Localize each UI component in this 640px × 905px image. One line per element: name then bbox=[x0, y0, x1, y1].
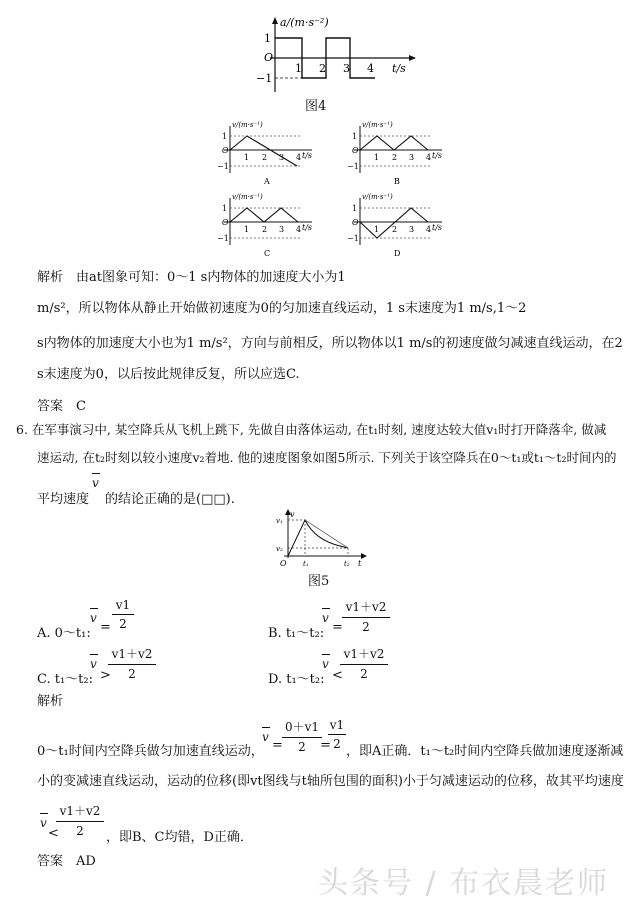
svg-text:t₂: t₂ bbox=[344, 560, 350, 568]
fig4-caption: 图4 bbox=[305, 99, 327, 114]
fig4-ytick-1: 1 bbox=[264, 32, 271, 45]
svg-text:t: t bbox=[358, 559, 362, 568]
graph-d-label: D bbox=[394, 249, 401, 258]
choice-a-label: A. 0～t₁: bbox=[37, 626, 91, 641]
svg-text:1: 1 bbox=[374, 153, 380, 162]
svg-text:−1: −1 bbox=[347, 234, 359, 243]
option-graph-b bbox=[347, 121, 442, 186]
q6-vbar: v bbox=[92, 476, 99, 490]
option-graph-a bbox=[217, 121, 312, 186]
analysis1-line2: m/s²，所以物体从静止开始做初速度为0的匀加速直线运动，1 s末速度为1 m/s,1～2 bbox=[37, 301, 527, 316]
choice-b-label: B. t₁～t₂: bbox=[268, 626, 325, 641]
analysis2-line1-post: ，即A正确．t₁～t₂时间内空降兵做加速度逐渐减 bbox=[346, 744, 624, 759]
fig4-graph bbox=[250, 14, 420, 94]
svg-text:v/(m·s⁻¹): v/(m·s⁻¹) bbox=[362, 121, 393, 129]
choice-c-fraction: v1＋v2 2 bbox=[108, 645, 156, 681]
svg-text:1: 1 bbox=[244, 153, 250, 162]
graph-c-label: C bbox=[264, 249, 271, 258]
q6-line2: 速运动, 在t₂时刻以较小速度v₂着地. 他的速度图象如图5所示. 下列关于该空降兵在0～t₁或t₁～t₂时间内的 bbox=[37, 450, 617, 465]
analysis2-fraction3: v1＋v2 2 bbox=[56, 802, 104, 838]
choice-a-fraction: v1 2 bbox=[112, 598, 134, 631]
fig4-ytick-m1: −1 bbox=[256, 72, 273, 85]
analysis2-fraction1: 0＋v1 2 bbox=[282, 718, 322, 754]
svg-text:−1: −1 bbox=[217, 162, 229, 171]
svg-text:v: v bbox=[290, 510, 295, 519]
options-graphs bbox=[200, 118, 460, 268]
fig5-graph bbox=[270, 508, 370, 568]
svg-text:4: 4 bbox=[296, 225, 302, 234]
svg-text:2: 2 bbox=[392, 153, 398, 162]
analysis2-fraction2: v1 2 bbox=[329, 718, 345, 751]
svg-text:v/(m·s⁻¹): v/(m·s⁻¹) bbox=[232, 193, 263, 201]
svg-text:3: 3 bbox=[279, 225, 285, 234]
analysis2-line1-pre: 0～t₁时间内空降兵做匀加速直线运动， bbox=[37, 744, 264, 759]
fig4-origin: O bbox=[264, 51, 274, 64]
analysis1-line1: 解析 由at图象可知：0～1 s内物体的加速度大小为1 bbox=[37, 270, 346, 285]
graph-a-ylabel: v/(m·s⁻¹) bbox=[232, 121, 263, 129]
choice-d-label: D. t₁～t₂: bbox=[268, 672, 325, 687]
fig4-xtick-2: 2 bbox=[319, 62, 326, 75]
analysis2-line2: 小的变减速直线运动，运动的位移(即vt图线与t轴所包围的面积)小于匀减速运动的位移，故其平均速度 bbox=[37, 774, 624, 789]
svg-text:t/s: t/s bbox=[432, 223, 443, 232]
option-graph-d bbox=[347, 193, 442, 258]
svg-text:O: O bbox=[222, 218, 229, 227]
q6-line1: 6. 在军事演习中, 某空降兵从飞机上跳下, 先做自由落体运动, 在t₁时刻, 速度达较大值v₁时打开降落伞, 做减 bbox=[16, 422, 607, 437]
svg-text:3: 3 bbox=[279, 153, 285, 162]
svg-text:3: 3 bbox=[409, 153, 415, 162]
svg-text:t/s: t/s bbox=[302, 223, 313, 232]
svg-text:1: 1 bbox=[352, 204, 358, 213]
choice-d-fraction: v1＋v2 2 bbox=[340, 645, 388, 681]
analysis1-line3: s内物体的加速度大小也为1 m/s²，方向与前相反，所以物体以1 m/s的初速度做匀减速直线运动，在2 bbox=[37, 336, 623, 351]
fig4-ylabel: a/(m·s⁻²) bbox=[280, 16, 329, 29]
fig4-xtick-4: 4 bbox=[367, 62, 374, 75]
analysis1-line4: s末速度为0，以后按此规律反复，所以应选C. bbox=[37, 367, 300, 382]
svg-text:−1: −1 bbox=[347, 162, 359, 171]
option-graph-c bbox=[217, 193, 312, 258]
fig4-xtick-1: 1 bbox=[295, 62, 302, 75]
analysis2-line3-post: ，即B、C均错，D正确． bbox=[106, 830, 253, 845]
svg-text:2: 2 bbox=[392, 225, 398, 234]
svg-text:v₁: v₁ bbox=[276, 517, 283, 525]
svg-text:1: 1 bbox=[222, 132, 228, 141]
svg-text:1: 1 bbox=[352, 132, 358, 141]
svg-text:O: O bbox=[352, 146, 359, 155]
svg-text:t/s: t/s bbox=[432, 151, 443, 160]
svg-text:1: 1 bbox=[244, 225, 250, 234]
svg-text:t₁: t₁ bbox=[303, 560, 309, 568]
choice-c-label: C. t₁～t₂: bbox=[37, 672, 93, 687]
svg-text:1: 1 bbox=[222, 204, 228, 213]
svg-text:2: 2 bbox=[262, 153, 268, 162]
fig4-xlabel: t/s bbox=[392, 62, 406, 75]
svg-text:3: 3 bbox=[409, 225, 415, 234]
svg-text:O: O bbox=[222, 146, 229, 155]
graph-b-label: B bbox=[394, 177, 400, 186]
choice-b-fraction: v1＋v2 2 bbox=[342, 598, 390, 634]
svg-text:O: O bbox=[352, 218, 359, 227]
analysis1-answer: 答案 C bbox=[37, 399, 86, 414]
svg-text:v/(m·s⁻¹): v/(m·s⁻¹) bbox=[362, 193, 393, 201]
svg-text:4: 4 bbox=[296, 153, 302, 162]
analysis2-answer: 答案 AD bbox=[37, 854, 96, 869]
analysis2-title: 解析 bbox=[37, 694, 64, 709]
q6-line3-pre: 平均速度 bbox=[37, 492, 90, 507]
svg-text:4: 4 bbox=[426, 153, 432, 162]
svg-text:O: O bbox=[280, 559, 287, 568]
graph-a-label: A bbox=[264, 177, 270, 186]
watermark: 头条号 / 布衣晨老师 bbox=[318, 866, 610, 901]
svg-text:4: 4 bbox=[426, 225, 432, 234]
svg-text:v₂: v₂ bbox=[276, 545, 283, 553]
fig5-caption: 图5 bbox=[308, 574, 330, 589]
svg-text:−1: −1 bbox=[217, 234, 229, 243]
svg-text:2: 2 bbox=[262, 225, 268, 234]
graph-a-xlabel: t/s bbox=[302, 151, 313, 160]
q6-line3-post: 的结论正确的是(□□). bbox=[105, 492, 235, 507]
fig4-xtick-3: 3 bbox=[343, 62, 350, 75]
svg-text:1: 1 bbox=[374, 225, 380, 234]
